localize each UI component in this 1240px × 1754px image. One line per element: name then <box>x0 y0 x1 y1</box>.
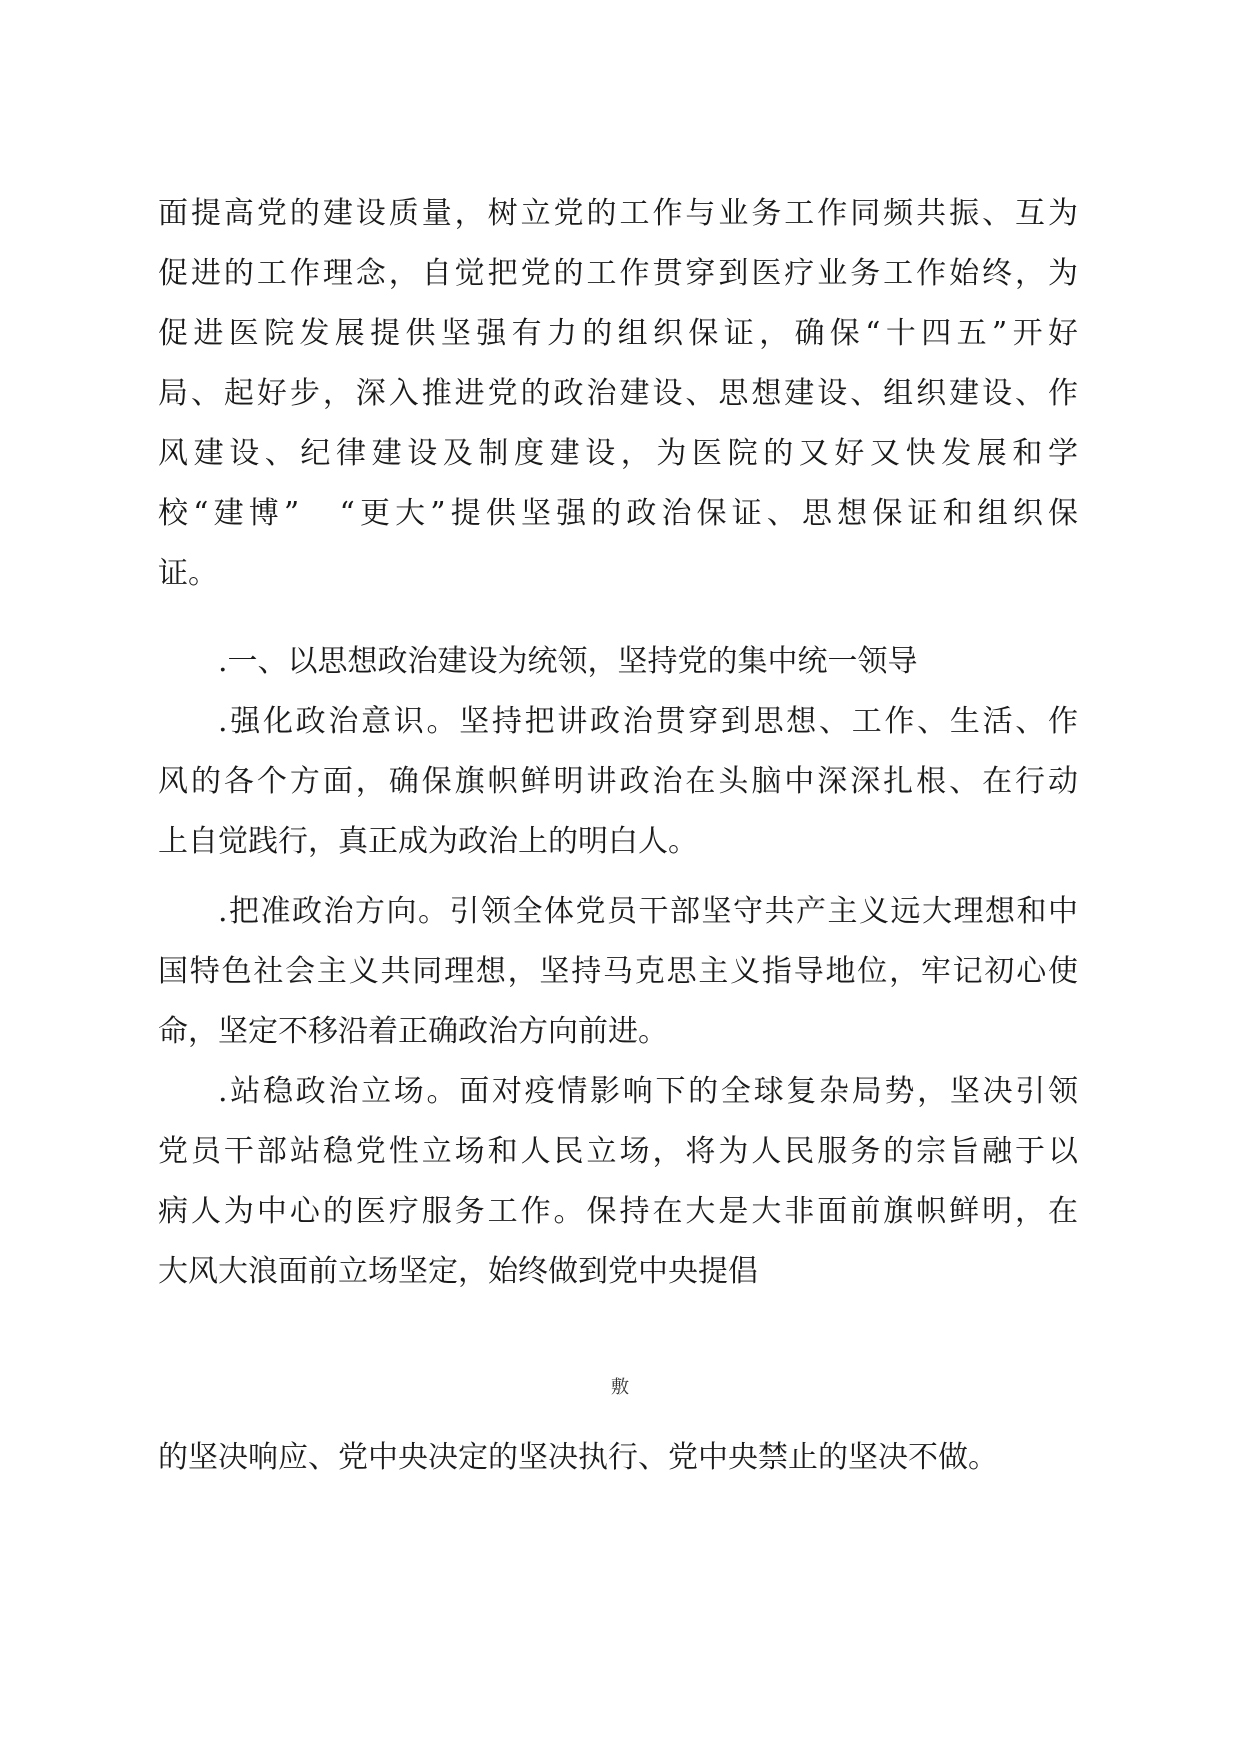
text-line: 局、起好步，深入推进党的政治建设、思想建设、组织建设、作 <box>158 376 1078 411</box>
text-line: 校“建博” “更大”提供坚强的政治保证、思想保证和组织保 <box>158 496 1078 531</box>
text-line: 党员干部站稳党性立场和人民立场，将为人民服务的宗旨融于以 <box>158 1134 1078 1169</box>
text-line: 面提高党的建设质量，树立党的工作与业务工作同频共振、互为 <box>158 196 1078 231</box>
text-line: 促进的工作理念，自觉把党的工作贯穿到医疗业务工作始终，为 <box>158 256 1078 291</box>
text-line: 的坚决响应、党中央决定的坚决执行、党中央禁止的坚决不做。 <box>158 1440 998 1475</box>
page-footer-mark: 敷 <box>611 1377 629 1398</box>
text-line: 大风大浪面前立场坚定，始终做到党中央提倡 <box>158 1254 758 1289</box>
text-line: 命，坚定不移沿着正确政治方向前进。 <box>158 1014 668 1049</box>
text-line: 证。 <box>158 556 218 591</box>
text-line: 风建设、纪律建设及制度建设，为医院的又好又快发展和学 <box>158 436 1078 471</box>
text-line: 病人为中心的医疗服务工作。保持在大是大非面前旗帜鲜明，在 <box>158 1194 1078 1229</box>
text-line: 上自觉践行，真正成为政治上的明白人。 <box>158 824 698 859</box>
text-line: 国特色社会主义共同理想，坚持马克思主义指导地位，牢记初心使 <box>158 954 1078 989</box>
section-heading: .一、以思想政治建设为统领，坚持党的集中统一领导 <box>218 644 918 679</box>
text-line: .站稳政治立场。面对疫情影响下的全球复杂局势，坚决引领 <box>218 1074 1078 1109</box>
text-line: .强化政治意识。坚持把讲政治贯穿到思想、工作、生活、作 <box>218 704 1078 739</box>
text-line: 促进医院发展提供坚强有力的组织保证，确保“十四五”开好 <box>158 316 1078 351</box>
text-line: .把准政治方向。引领全体党员干部坚守共产主义远大理想和中 <box>218 894 1078 929</box>
text-line: 风的各个方面，确保旗帜鲜明讲政治在头脑中深深扎根、在行动 <box>158 764 1078 799</box>
